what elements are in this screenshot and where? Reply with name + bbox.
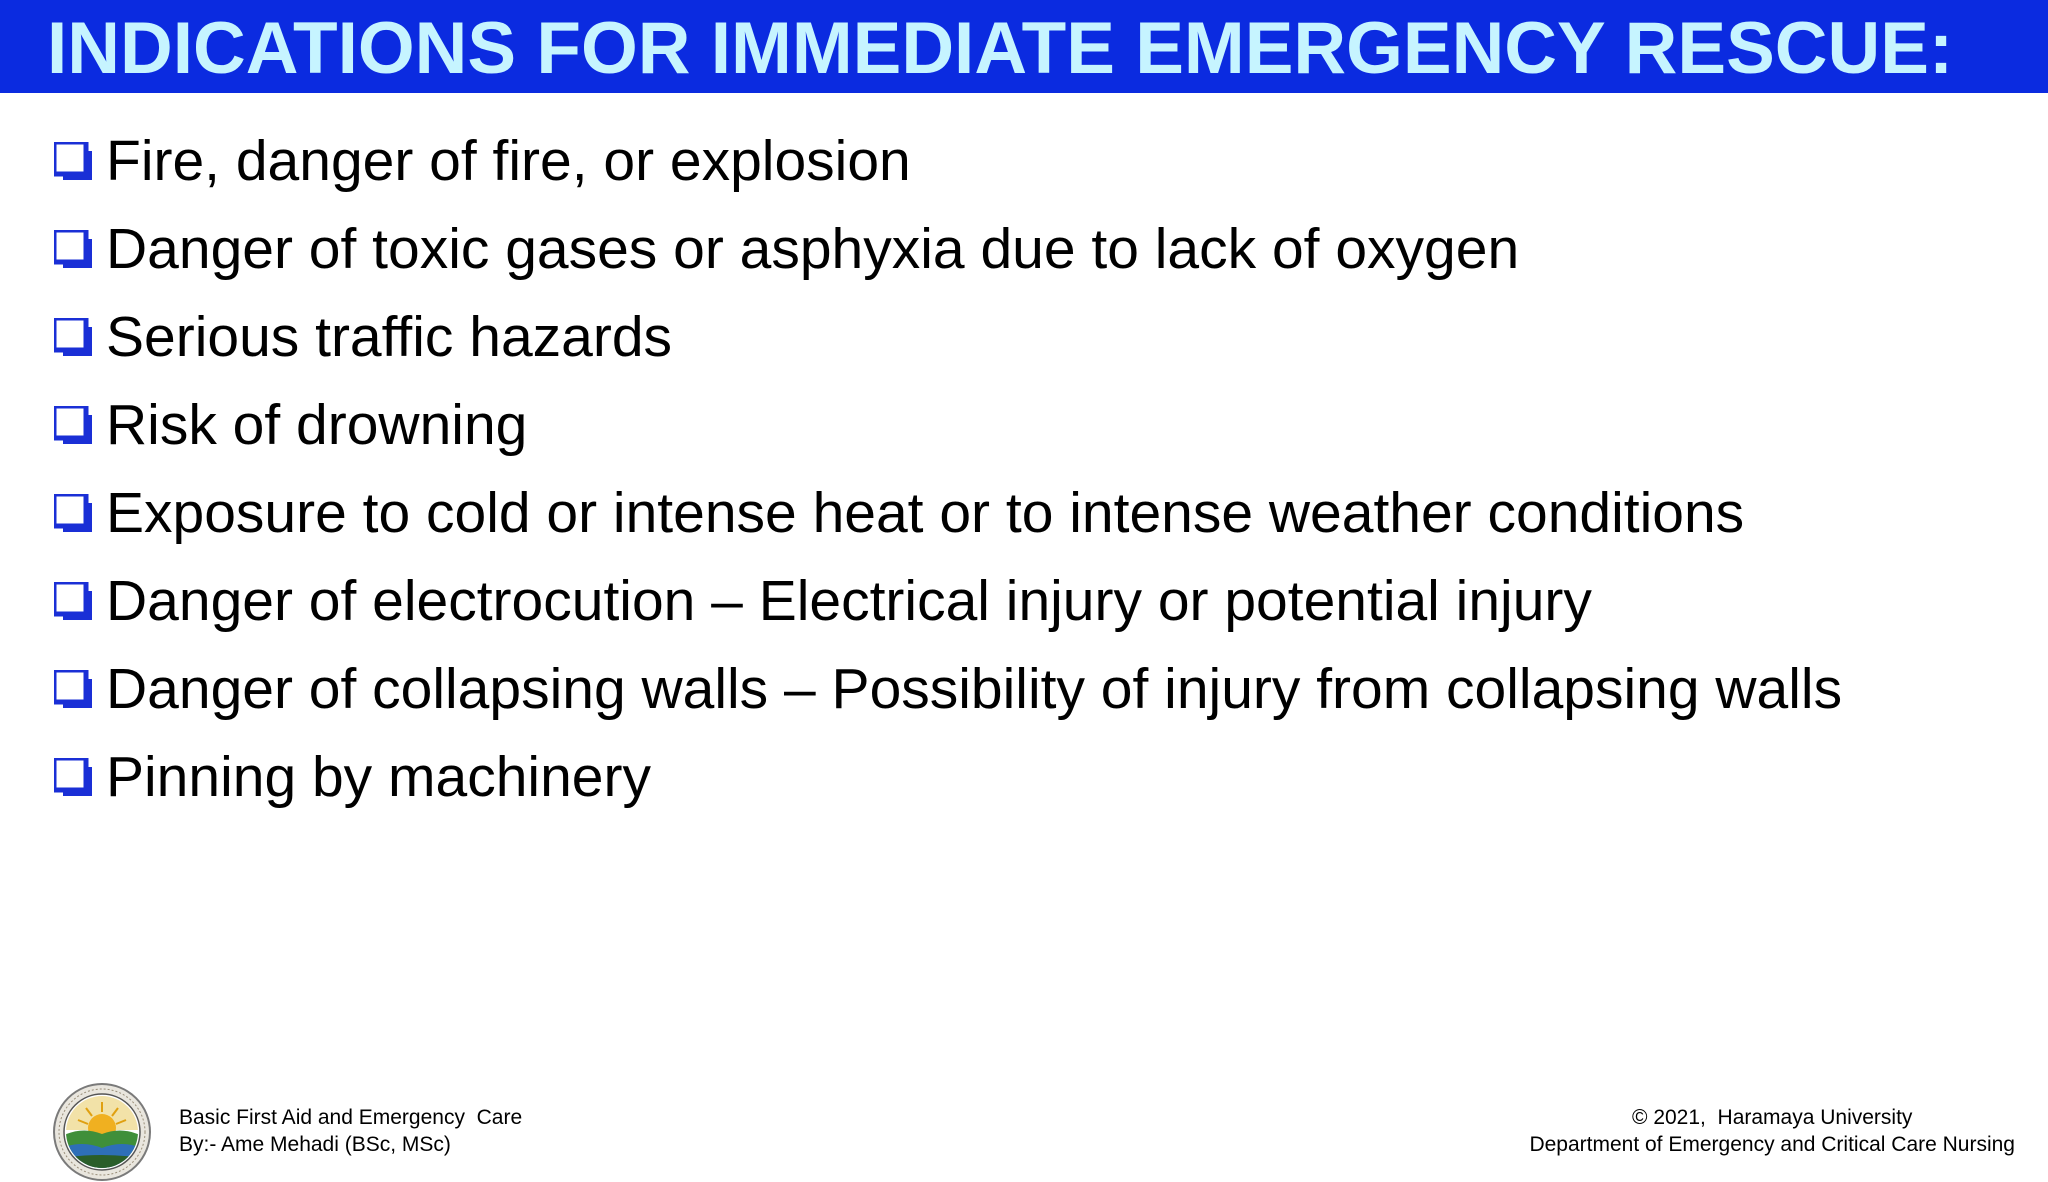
hollow-square-bullet-icon — [54, 758, 92, 796]
university-seal-icon — [52, 1082, 152, 1182]
hollow-square-bullet-icon — [54, 142, 92, 180]
list-item-text: Fire, danger of fire, or explosion — [106, 129, 911, 193]
list-item — [54, 117, 1842, 205]
title-bar — [0, 0, 2048, 93]
hollow-square-bullet-icon — [54, 406, 92, 444]
hollow-square-bullet-icon — [54, 670, 92, 708]
slide-title: INDICATIONS FOR IMMEDIATE EMERGENCY RESCUE: — [47, 8, 1954, 89]
department-name: Department of Emergency and Critical Care Nursing — [1529, 1133, 2015, 1156]
list-item — [54, 381, 1842, 469]
list-item — [54, 293, 1842, 381]
hollow-square-bullet-icon — [54, 582, 92, 620]
copyright-notice: © 2021, Haramaya University — [1632, 1106, 1913, 1129]
footer-left — [179, 1104, 522, 1158]
list-item-text: Serious traffic hazards — [106, 305, 673, 369]
indications-list — [54, 117, 1842, 821]
list-item-text: Danger of toxic gases or asphyxia due to lack of oxygen — [106, 217, 1520, 281]
footer-right — [1529, 1104, 2015, 1158]
course-name: Basic First Aid and Emergency Care — [179, 1106, 523, 1129]
hollow-square-bullet-icon — [54, 230, 92, 268]
hollow-square-bullet-icon — [54, 494, 92, 532]
list-item — [54, 557, 1842, 645]
list-item — [54, 205, 1842, 293]
list-item — [54, 645, 1842, 733]
list-item-text: Pinning by machinery — [106, 745, 651, 809]
list-item-text: Danger of collapsing walls – Possibility of injury from collapsing walls — [106, 657, 1843, 721]
list-item — [54, 733, 1842, 821]
author-credit: By:- Ame Mehadi (BSc, MSc) — [179, 1133, 451, 1156]
hollow-square-bullet-icon — [54, 318, 92, 356]
list-item — [54, 469, 1842, 557]
list-item-text: Exposure to cold or intense heat or to intense weather conditions — [106, 481, 1745, 545]
list-item-text: Danger of electrocution – Electrical injury or potential injury — [106, 569, 1592, 633]
list-item-text: Risk of drowning — [106, 393, 528, 457]
